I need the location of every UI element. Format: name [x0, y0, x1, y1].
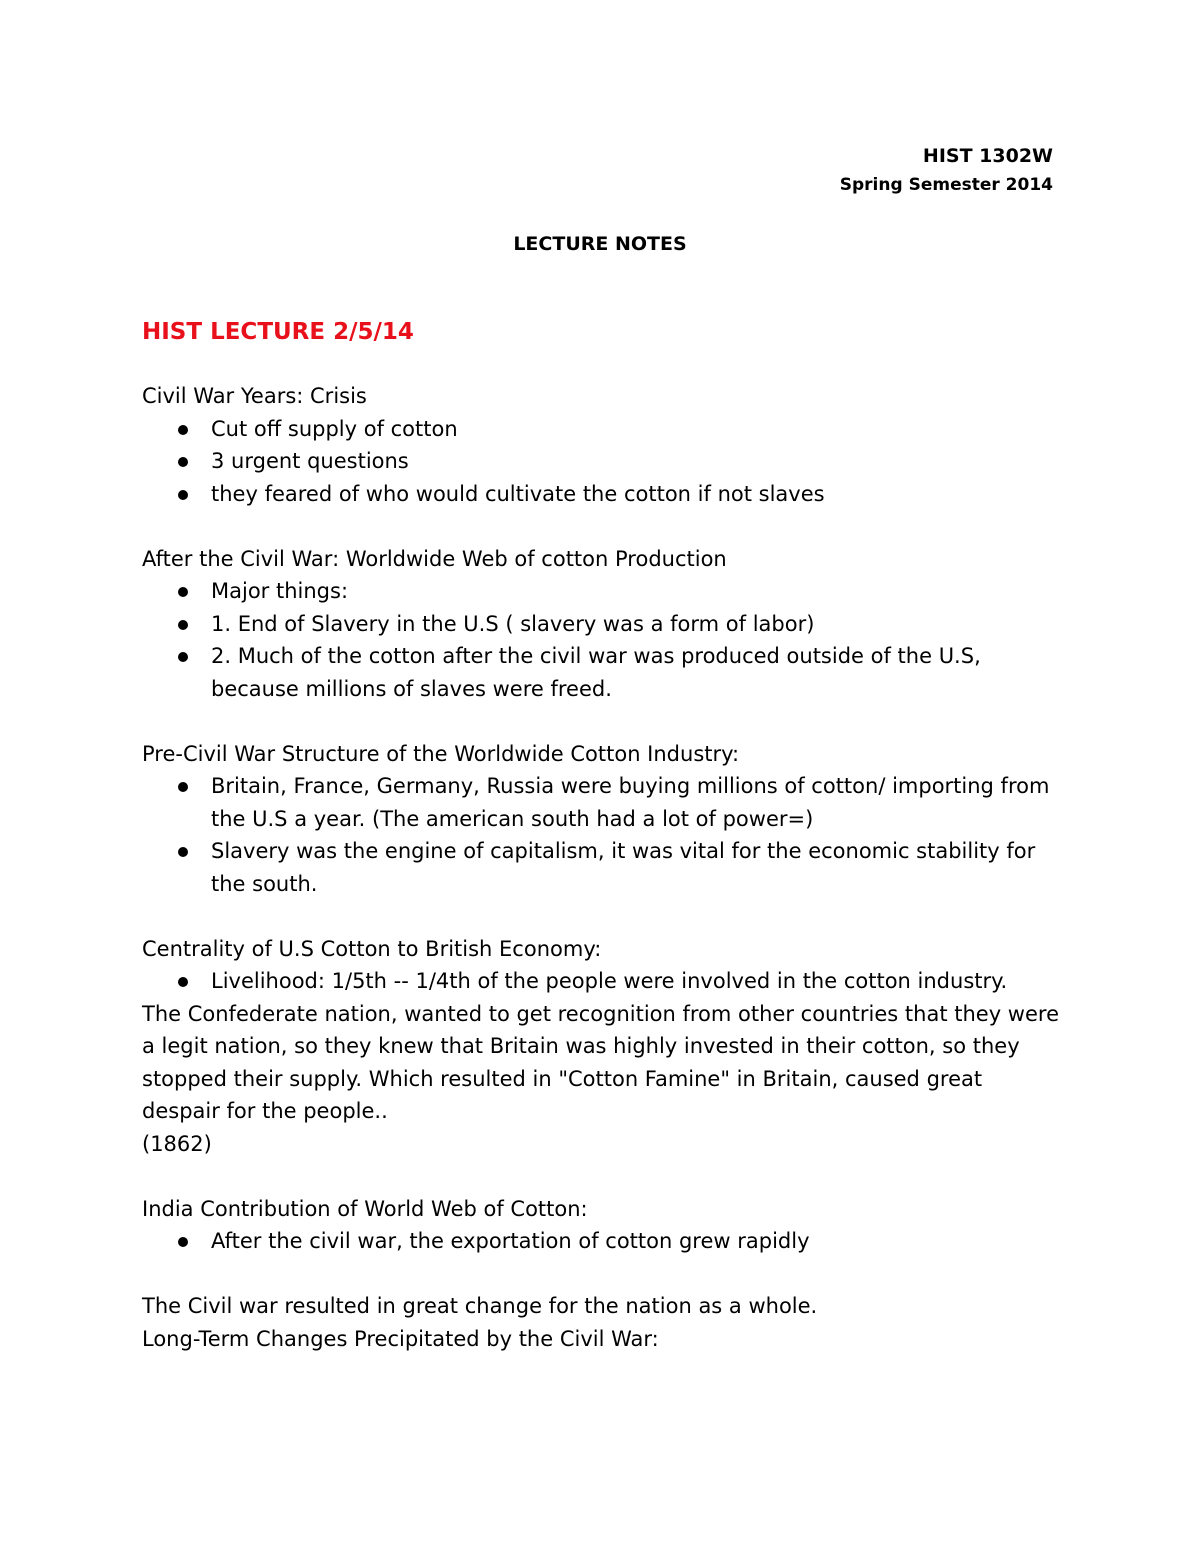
bullet-list: [142, 413, 1062, 511]
closing-line: The Civil war resulted in great change for the nation as a whole.: [142, 1294, 818, 1318]
bullet-icon: [178, 782, 188, 792]
bullet-icon: [178, 490, 188, 500]
bullet-list: [142, 770, 1062, 900]
semester-label: Spring Semester 2014: [839, 175, 1053, 195]
section-india-contribution: [142, 1193, 1062, 1258]
document-title: LECTURE NOTES: [513, 233, 687, 255]
notes-body: [142, 380, 1062, 1355]
section-pre-civil-war-structure: [142, 738, 1062, 901]
bullet-icon: [178, 457, 188, 467]
bullet-text: Major things:: [211, 579, 349, 603]
bullet-text: 1. End of Slavery in the U.S ( slavery was a form of labor): [211, 611, 815, 636]
section-after-civil-war: [142, 543, 1062, 706]
bullet-icon: [178, 977, 188, 987]
bullet-text: Britain, France, Germany, Russia were buying millions of cotton/ importing from the U.S a year. (The american south had a lot of power=): [211, 774, 1050, 831]
bullet-text: Livelihood: 1/5th -- 1/4th of the people were involved in the cotton industry.: [211, 969, 1008, 993]
bullet-text: Slavery was the engine of capitalism, it was vital for the economic stability for the south.: [211, 839, 1036, 896]
bullet-item: [142, 1225, 1062, 1258]
bullet-item: [142, 413, 1062, 446]
bullet-icon: [178, 425, 188, 435]
bullet-text: Cut off supply of cotton: [211, 416, 458, 441]
bullet-item: [142, 608, 1062, 641]
bullet-item: [142, 770, 1062, 835]
bullet-icon: [178, 587, 188, 597]
bullet-item: [142, 575, 1062, 608]
bullet-text: 2. Much of the cotton after the civil war was produced outside of the U.S, because millions of slaves were freed.: [211, 644, 981, 701]
bullet-list: [142, 1225, 1062, 1258]
bullet-list: [142, 965, 1062, 998]
bullet-icon: [178, 1237, 188, 1247]
bullet-icon: [178, 620, 188, 630]
bullet-item: [142, 478, 1062, 511]
section-civil-war-crisis: [142, 380, 1062, 510]
bullet-item: [142, 445, 1062, 478]
closing-block: [142, 1290, 1062, 1355]
bullet-icon: [178, 652, 188, 662]
section-title: Pre-Civil War Structure of the Worldwide Cotton Industry:: [142, 741, 740, 766]
section-note: (1862): [142, 1131, 212, 1156]
bullet-text: they feared of who would cultivate the cotton if not slaves: [211, 481, 825, 506]
bullet-item: [142, 640, 1062, 705]
section-title: Civil War Years: Crisis: [142, 384, 367, 408]
section-centrality-us-cotton: [142, 933, 1062, 1161]
bullet-list: [142, 575, 1062, 705]
bullet-item: [142, 965, 1062, 998]
section-title: After the Civil War: Worldwide Web of cotton Production: [142, 546, 727, 571]
bullet-text: After the civil war, the exportation of cotton grew rapidly: [211, 1229, 810, 1253]
closing-line: Long-Term Changes Precipitated by the Civil War:: [142, 1326, 659, 1351]
lecture-heading: HIST LECTURE 2/5/14: [142, 319, 414, 345]
course-code: HIST 1302W: [922, 145, 1053, 167]
bullet-item: [142, 835, 1062, 900]
section-title: Centrality of U.S Cotton to British Economy:: [142, 936, 602, 961]
bullet-icon: [178, 847, 188, 857]
section-paragraph: The Confederate nation, wanted to get recognition from other countries that they were a legit nation, so they knew that Britain was highly invested in their cotton, so they stopped their supply. Which resulted in "Cotton Famine" in Britain, caused great despair for the people..: [142, 1001, 1059, 1123]
section-title: India Contribution of World Web of Cotton:: [142, 1196, 588, 1221]
bullet-text: 3 urgent questions: [211, 449, 409, 473]
